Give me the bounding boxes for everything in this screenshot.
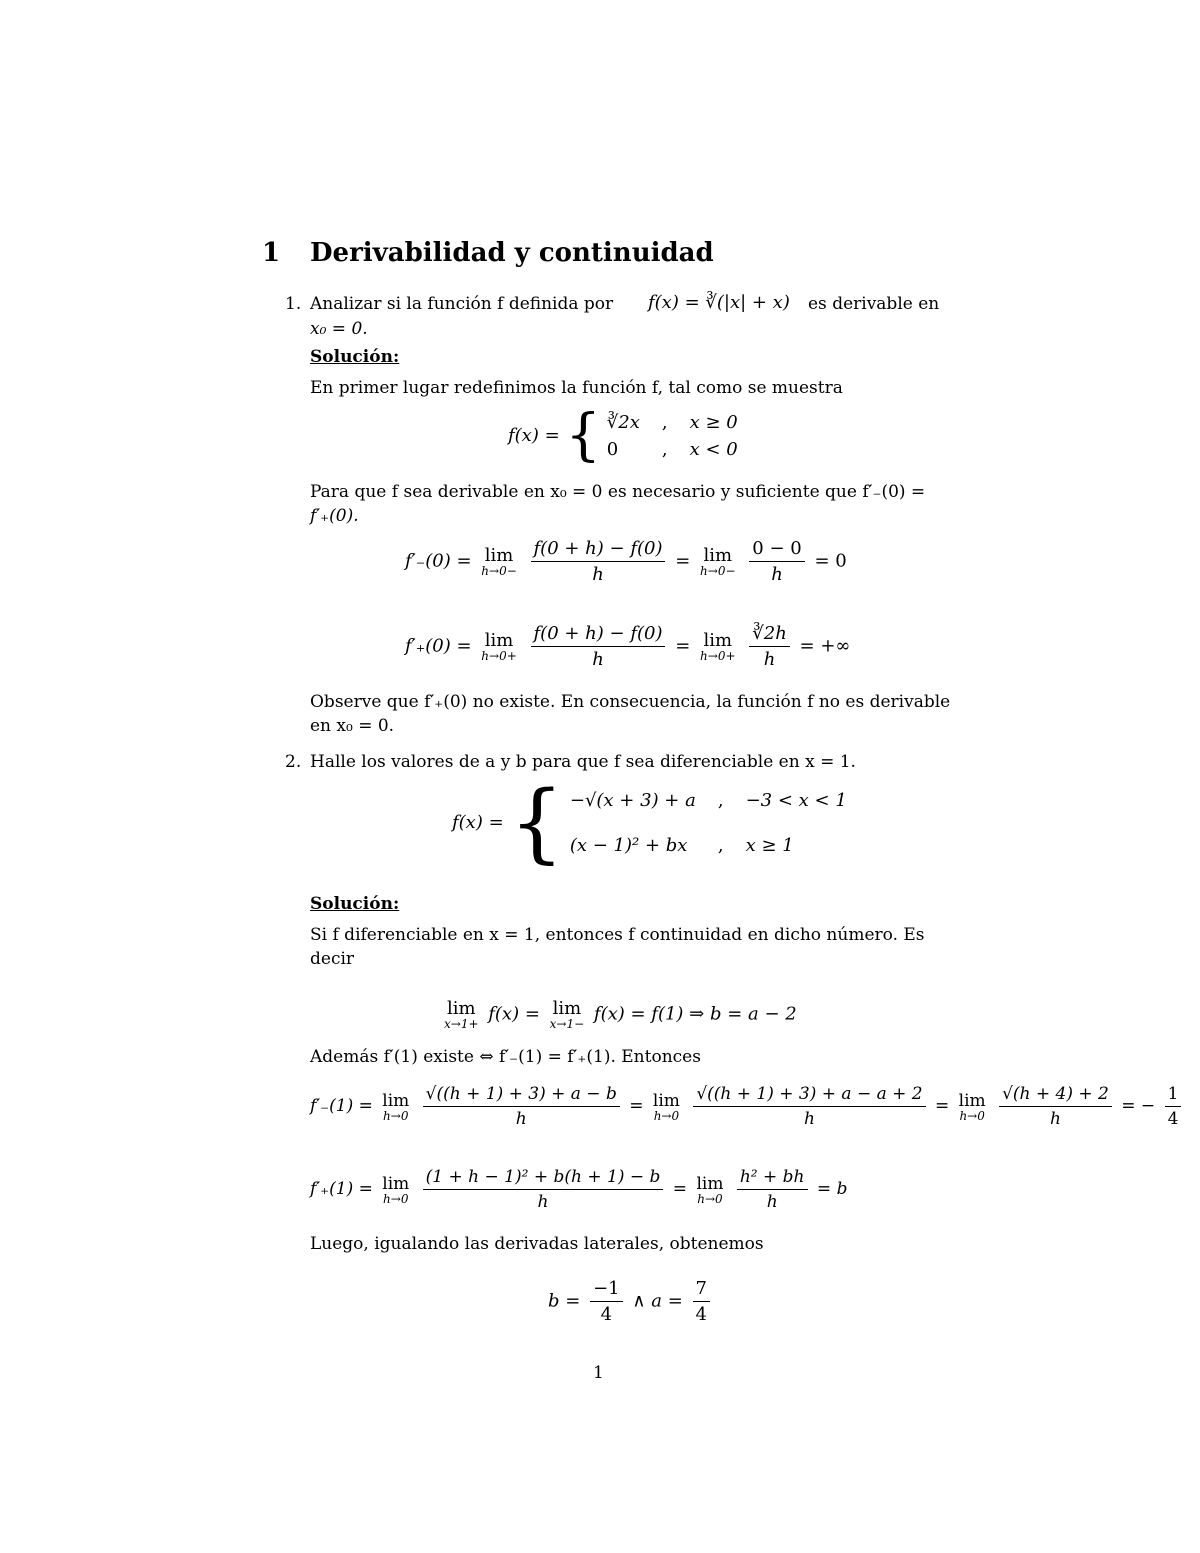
fraction-numerator: √((h + 1) + 3) + a − b bbox=[423, 1084, 620, 1107]
lim-word: lim bbox=[958, 1090, 986, 1111]
eq1-lhs: f′₋(0) = bbox=[405, 550, 472, 572]
d2-limit-2 bbox=[696, 1174, 723, 1206]
fraction-denominator: 4 bbox=[600, 1304, 613, 1325]
d2-eq: = bbox=[672, 1179, 688, 1199]
d2-fraction-1 bbox=[423, 1167, 664, 1212]
lim-sub: h→0 bbox=[697, 1191, 723, 1206]
eq1-limit bbox=[481, 545, 516, 578]
problem-1-line1: Analizar si la función f definida por bbox=[310, 294, 614, 314]
solution-label-1: Solución: bbox=[310, 347, 400, 367]
cont-limit-1 bbox=[444, 998, 479, 1031]
fraction-denominator: h bbox=[592, 649, 604, 670]
case-2-cond: x ≥ 1 bbox=[745, 835, 794, 856]
case-1-comma: , bbox=[717, 790, 724, 811]
left-derivative-at-1 bbox=[310, 1084, 1185, 1129]
fraction-denominator: h bbox=[766, 1192, 778, 1212]
fraction-denominator: h bbox=[592, 564, 604, 585]
solution-1-intro: En primer lugar redefinimos la función f, tal como se muestra bbox=[310, 378, 843, 398]
eq2-lhs: f′₊(0) = bbox=[405, 635, 472, 657]
fraction-numerator: f(0 + h) − f(0) bbox=[531, 538, 666, 562]
solution-label-2: Solución: bbox=[310, 894, 400, 914]
lim-word: lim bbox=[446, 998, 476, 1019]
final-b-label: b = bbox=[548, 1290, 581, 1312]
left-brace-icon: { bbox=[565, 403, 602, 468]
piecewise-1 bbox=[508, 403, 738, 468]
fraction-denominator: h bbox=[515, 1109, 527, 1129]
lim-sub: h→0 bbox=[383, 1108, 409, 1123]
fraction-denominator: h bbox=[771, 564, 783, 585]
problem-1-number: 1. bbox=[285, 294, 302, 314]
fraction-denominator: h bbox=[537, 1192, 549, 1212]
final-b-fraction bbox=[590, 1278, 623, 1325]
luego-line: Luego, igualando las derivadas laterales, obtenemos bbox=[310, 1234, 764, 1254]
final-result bbox=[548, 1278, 714, 1325]
eq2-equals: = bbox=[675, 635, 691, 657]
lim-word: lim bbox=[696, 1173, 724, 1194]
fraction-numerator: f(0 + h) − f(0) bbox=[531, 623, 666, 647]
ademas-line: Además f′(1) existe ⇔ f′₋(1) = f′₊(1). Entonces bbox=[310, 1047, 701, 1067]
d2-result: = b bbox=[816, 1179, 848, 1199]
piecewise-2-lhs: f(x) = bbox=[452, 812, 504, 833]
lim-word: lim bbox=[552, 998, 582, 1019]
d2-lhs: f′₊(1) = bbox=[310, 1179, 373, 1199]
d1-result-sign: = − bbox=[1121, 1096, 1156, 1116]
d1-eq-2: = bbox=[935, 1096, 950, 1116]
fraction-numerator: h² + bh bbox=[737, 1167, 808, 1190]
case-1-cond: x ≥ 0 bbox=[689, 412, 738, 433]
eq2-limit-2 bbox=[700, 630, 735, 663]
fraction-numerator: −1 bbox=[590, 1278, 623, 1302]
problem-1-line2: x₀ = 0. bbox=[310, 319, 368, 339]
lim-sub: h→0 bbox=[653, 1108, 680, 1123]
page-number: 1 bbox=[593, 1363, 604, 1383]
fraction-denominator: 4 bbox=[695, 1304, 707, 1325]
conclusion-line-1: Observe que f′₊(0) no existe. En consecuencia, la función f no es derivable bbox=[310, 692, 951, 712]
d1-limit-2 bbox=[653, 1091, 680, 1123]
d1-fraction-1 bbox=[423, 1084, 620, 1129]
section-title: Derivabilidad y continuidad bbox=[310, 238, 714, 268]
left-derivative-equation bbox=[405, 538, 847, 585]
eq1-fraction-2 bbox=[749, 538, 804, 585]
condition-line-2: f′₊(0). bbox=[310, 506, 359, 526]
lim-word: lim bbox=[652, 1090, 680, 1111]
case-2-expr: (x − 1)² + bx bbox=[569, 835, 688, 856]
lim-sub: h→0− bbox=[700, 564, 736, 578]
lim-word: lim bbox=[484, 545, 514, 566]
fraction-numerator: 7 bbox=[693, 1278, 710, 1302]
fraction-numerator: (1 + h − 1)² + b(h + 1) − b bbox=[423, 1167, 664, 1190]
fraction-numerator: ∛2h bbox=[749, 623, 790, 647]
fraction-numerator: 0 − 0 bbox=[749, 538, 804, 562]
cont-mid: f(x) = bbox=[488, 1003, 540, 1025]
lim-word: lim bbox=[382, 1090, 410, 1111]
d1-fraction-2 bbox=[693, 1084, 925, 1129]
case-2-comma: , bbox=[717, 835, 724, 856]
case-2-expr: 0 bbox=[606, 439, 619, 460]
right-derivative-at-1 bbox=[310, 1167, 847, 1212]
d2-limit-1 bbox=[382, 1174, 409, 1206]
piecewise-1-lhs: f(x) = bbox=[508, 425, 560, 446]
lim-word: lim bbox=[703, 545, 733, 566]
eq2-fraction-2 bbox=[749, 623, 790, 670]
d1-limit-1 bbox=[382, 1091, 409, 1123]
lim-sub: h→0+ bbox=[700, 649, 736, 663]
lim-sub: x→1− bbox=[549, 1017, 585, 1031]
lim-sub: h→0− bbox=[481, 564, 517, 578]
right-derivative-equation bbox=[405, 623, 850, 670]
problem-1-tail: es derivable en bbox=[808, 294, 940, 314]
eq1-equals: = bbox=[675, 550, 691, 572]
eq2-fraction-1 bbox=[531, 623, 666, 670]
lim-word: lim bbox=[703, 630, 733, 651]
fraction-denominator: h bbox=[763, 649, 776, 670]
cont-rest: f(x) = f(1) ⇒ b = a − 2 bbox=[593, 1003, 797, 1025]
left-brace-icon: { bbox=[509, 773, 565, 873]
eq2-limit bbox=[481, 630, 516, 663]
section-number: 1 bbox=[262, 238, 281, 268]
lim-sub: h→0+ bbox=[481, 649, 517, 663]
fraction-numerator: √((h + 1) + 3) + a − a + 2 bbox=[693, 1084, 925, 1107]
cont-limit-2 bbox=[550, 998, 585, 1031]
fraction-denominator: h bbox=[1049, 1109, 1061, 1129]
d1-lhs: f′₋(1) = bbox=[310, 1096, 373, 1116]
case-1-expr: ∛2x bbox=[606, 412, 640, 433]
lim-sub: h→0 bbox=[959, 1108, 985, 1123]
case-1-cond: −3 < x < 1 bbox=[745, 790, 847, 811]
d1-fraction-3 bbox=[999, 1084, 1112, 1129]
condition-line-1: Para que f sea derivable en x₀ = 0 es necesario y suficiente que f′₋(0) = bbox=[310, 482, 926, 502]
d2-fraction-2 bbox=[737, 1167, 808, 1212]
eq1-fraction-1 bbox=[531, 538, 666, 585]
lim-word: lim bbox=[382, 1173, 410, 1194]
case-1-expr: −√(x + 3) + a bbox=[569, 790, 696, 811]
problem-2-statement: Halle los valores de a y b para que f sea diferenciable en x = 1. bbox=[310, 752, 856, 772]
lim-word: lim bbox=[484, 630, 514, 651]
fraction-numerator: 1 bbox=[1165, 1084, 1182, 1107]
eq1-limit-2 bbox=[700, 545, 735, 578]
conclusion-line-2: en x₀ = 0. bbox=[310, 716, 395, 736]
fraction-denominator: h bbox=[803, 1109, 815, 1129]
piecewise-1-cases bbox=[607, 412, 738, 460]
eq2-result: = +∞ bbox=[799, 635, 851, 657]
d1-eq-1: = bbox=[629, 1096, 644, 1116]
solution-2-line2: decir bbox=[310, 949, 355, 969]
problem-1-formula: f(x) = ∛(|x| + x) bbox=[648, 292, 790, 313]
eq1-result: = 0 bbox=[814, 550, 847, 572]
case-1-comma: , bbox=[661, 412, 668, 433]
problem-2-number: 2. bbox=[285, 752, 302, 772]
final-a-fraction bbox=[693, 1278, 710, 1325]
lim-sub: x→1+ bbox=[444, 1017, 479, 1031]
d1-result-fraction bbox=[1165, 1084, 1182, 1129]
final-and: ∧ a = bbox=[632, 1290, 683, 1312]
solution-2-line1: Si f diferenciable en x = 1, entonces f continuidad en dicho número. Es bbox=[310, 925, 925, 945]
lim-sub: h→0 bbox=[383, 1191, 409, 1206]
fraction-denominator: 4 bbox=[1167, 1109, 1179, 1129]
piecewise-2-cases bbox=[570, 790, 847, 856]
piecewise-2 bbox=[452, 773, 847, 873]
case-2-comma: , bbox=[661, 439, 668, 460]
d1-limit-3 bbox=[959, 1091, 986, 1123]
fraction-numerator: √(h + 4) + 2 bbox=[999, 1084, 1112, 1107]
continuity-equation bbox=[440, 998, 797, 1031]
case-2-cond: x < 0 bbox=[689, 439, 738, 460]
